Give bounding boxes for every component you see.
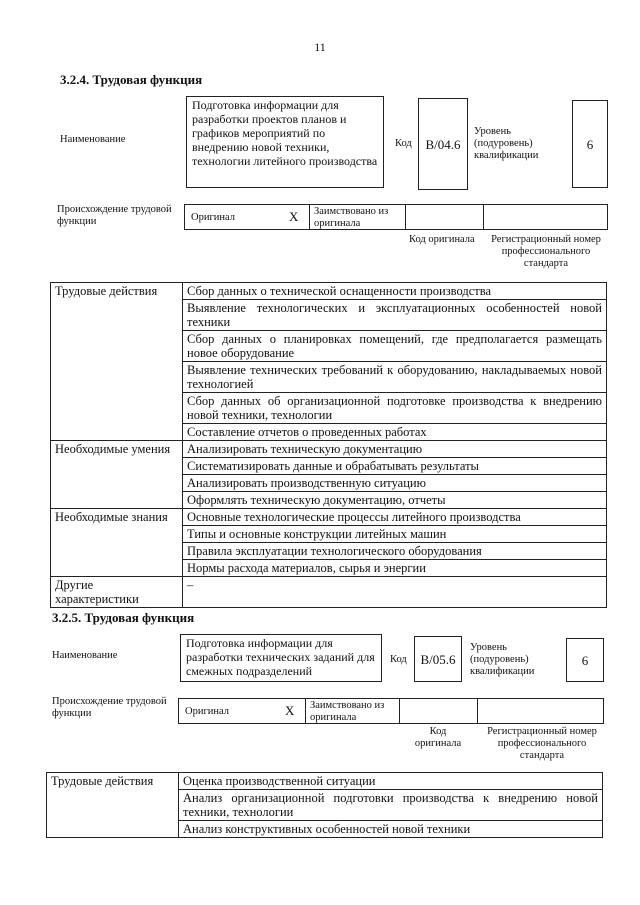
function-name-box: Подготовка информации для разработки проектов планов и графиков мероприятий по внедрению новой техники, технологии литейного производства <box>186 96 384 188</box>
other-value: – <box>183 577 607 608</box>
action-item: Сбор данных об организационной подготовке производства к внедрению новой техники, технологии <box>183 393 607 424</box>
actions-label: Трудовые действия <box>47 773 179 838</box>
skill-item: Анализировать производственную ситуацию <box>183 475 607 492</box>
origin-row <box>178 698 604 724</box>
reg-number-label: Регистрационный номер профессионального стандарта <box>487 726 597 761</box>
knowledge-item: Основные технологические процессы литейного производства <box>183 509 607 526</box>
original-label: Оригинал <box>191 212 235 223</box>
divider <box>305 699 306 723</box>
level-box: 6 <box>572 100 608 188</box>
reg-number-label: Регистрационный номер профессионального стандарта <box>491 234 601 269</box>
knowledge-item: Типы и основные конструкции литейных машин <box>183 526 607 543</box>
code-label: Код <box>395 138 412 149</box>
action-item: Сбор данных о технической оснащенности производства <box>183 283 607 300</box>
function-code-box: B/05.6 <box>414 636 462 682</box>
action-item: Выявление технических требований к оборудованию, накладываемых новой технологией <box>183 362 607 393</box>
divider <box>309 205 310 229</box>
name-label: Наименование <box>52 650 118 661</box>
divider <box>477 699 478 723</box>
borrowed-label: Заимствовано из оригинала <box>310 700 385 723</box>
skills-label: Необходимые умения <box>51 441 183 509</box>
function-code-box: B/04.6 <box>418 98 468 190</box>
skill-item: Систематизировать данные и обрабатывать результаты <box>183 458 607 475</box>
action-item: Оценка производственной ситуации <box>179 773 603 790</box>
action-item: Сбор данных о планировках помещений, где предполагается размещать новое оборудование <box>183 331 607 362</box>
other-label: Другие характеристики <box>51 577 183 608</box>
origin-row <box>184 204 608 230</box>
skill-item: Оформлять техническую документацию, отчеты <box>183 492 607 509</box>
skill-item: Анализировать техническую документацию <box>183 441 607 458</box>
knowledge-label: Необходимые знания <box>51 509 183 577</box>
page-number: 11 <box>314 40 326 54</box>
action-item: Анализ организационной подготовки производства к внедрению новой техники, технологии <box>179 790 603 821</box>
level-box: 6 <box>566 638 604 682</box>
action-item: Составление отчетов о проведенных работах <box>183 424 607 441</box>
original-mark: X <box>285 703 295 718</box>
level-label: Уровень (подуровень) квалификации <box>474 126 539 161</box>
divider <box>405 205 406 229</box>
level-label: Уровень (подуровень) квалификации <box>470 642 535 677</box>
origin-code-label: Код оригинала <box>414 726 462 749</box>
code-label: Код <box>390 654 407 665</box>
borrowed-label: Заимствовано из оригинала <box>314 206 389 229</box>
origin-label: Происхождение трудовой функции <box>52 696 167 719</box>
original-mark: X <box>289 209 299 224</box>
origin-label: Происхождение трудовой функции <box>57 204 172 227</box>
original-label: Оригинал <box>185 706 229 717</box>
action-item: Выявление технологических и эксплуатационных особенностей новой техники <box>183 300 607 331</box>
knowledge-item: Нормы расхода материалов, сырья и энергии <box>183 560 607 577</box>
action-item: Анализ конструктивных особенностей новой техники <box>179 821 603 838</box>
knowledge-item: Правила эксплуатации технологического оборудования <box>183 543 607 560</box>
divider <box>399 699 400 723</box>
actions-label: Трудовые действия <box>51 283 183 441</box>
function-table <box>46 772 603 838</box>
name-label: Наименование <box>60 134 126 145</box>
function-table <box>50 282 607 608</box>
origin-code-label: Код оригинала <box>409 234 475 245</box>
section-heading: 3.2.5. Трудовая функция <box>52 610 195 625</box>
divider <box>483 205 484 229</box>
section-heading: 3.2.4. Трудовая функция <box>60 72 203 87</box>
function-name-box: Подготовка информации для разработки технических заданий для смежных подразделений <box>180 634 382 682</box>
